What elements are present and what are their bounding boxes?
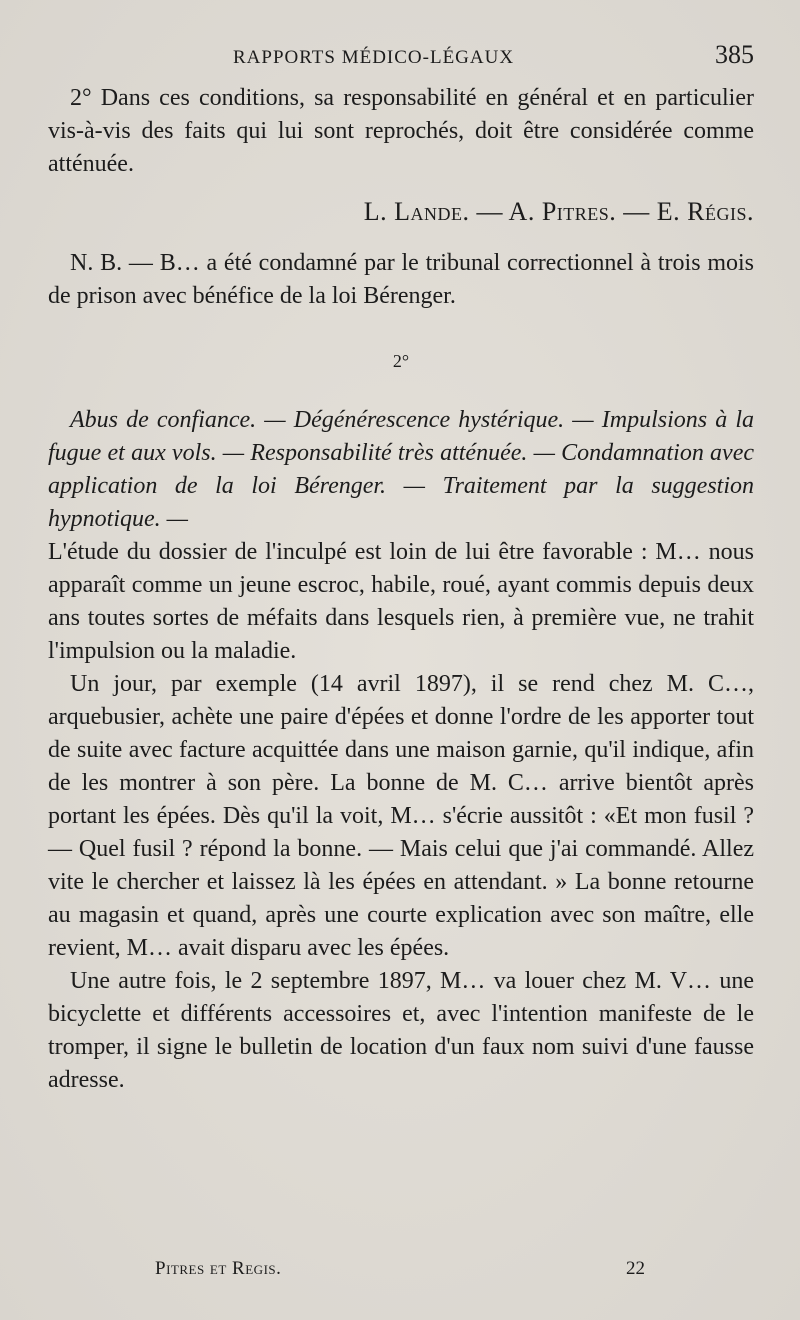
running-title: RAPPORTS MÉDICO-LÉGAUX — [233, 47, 515, 68]
body-paragraph-2: Un jour, par exemple (14 avril 1897), il se rend chez M. C…, arquebusier, achète une paire d'épées et donne l'ordre de les apporter tout de suite avec facture acquittée dans une maison garnie, qu'il indique, afin de les montrer à son père. La bonne de M. C… arrive bientôt après portant les épées. Dès qu'il la voit, M… s'écrie aussitôt : «Et mon fusil ? — Quel fusil ? répond la bonne. — Mais celui que j'ai commandé. Allez vite le chercher et laissez là les épées en attendant. » La bonne retourne au magasin et quand, après une courte explication avec son maître, elle revient, M… avait disparu avec les épées. — [48, 671, 754, 961]
conclusion-item-2: 2° Dans ces conditions, sa responsabilité en général et en particulier vis-à-vis des faits qui lui sont reprochés, doit être considérée comme atténuée. — [48, 85, 754, 177]
footer-authors: Pitres et Regis. — [155, 1258, 282, 1279]
nota-bene: N. B. — B… a été condamné par le tribunal correctionnel à trois mois de prison avec bénéfice de la loi Bérenger. — [48, 250, 754, 309]
case-summary: Abus de confiance. — Dégénérescence hystérique. — Impulsions à la fugue et aux vols. — Responsabilité très atténuée. — Condamnation avec application de la loi Bérenger. — Traitement par la suggestion hypnotique. — — [48, 407, 754, 532]
signature-mark: 22 — [626, 1258, 645, 1279]
body-paragraph-1: L'étude du dossier de l'inculpé est loin de lui être favorable : M… nous apparaît comme un jeune escroc, habile, roué, ayant commis depuis deux ans toutes sortes de méfaits dans lesquels rien, à première vue, ne trahit l'impulsion ou la maladie. — [48, 539, 754, 664]
page-number: 385 — [715, 40, 754, 69]
section-number: 2° — [392, 351, 410, 371]
page-footer — [155, 1258, 645, 1280]
expert-signatures: L. Lande. — A. Pitres. — E. Régis. — [363, 197, 754, 226]
body-paragraph-3: Une autre fois, le 2 septembre 1897, M… va louer chez M. V… une bicyclette et différents accessoires et, avec l'intention manifeste de le tromper, il signe le bulletin de location d'un faux nom suivi d'une fausse adresse. — [48, 968, 754, 1093]
page-header — [48, 40, 754, 74]
